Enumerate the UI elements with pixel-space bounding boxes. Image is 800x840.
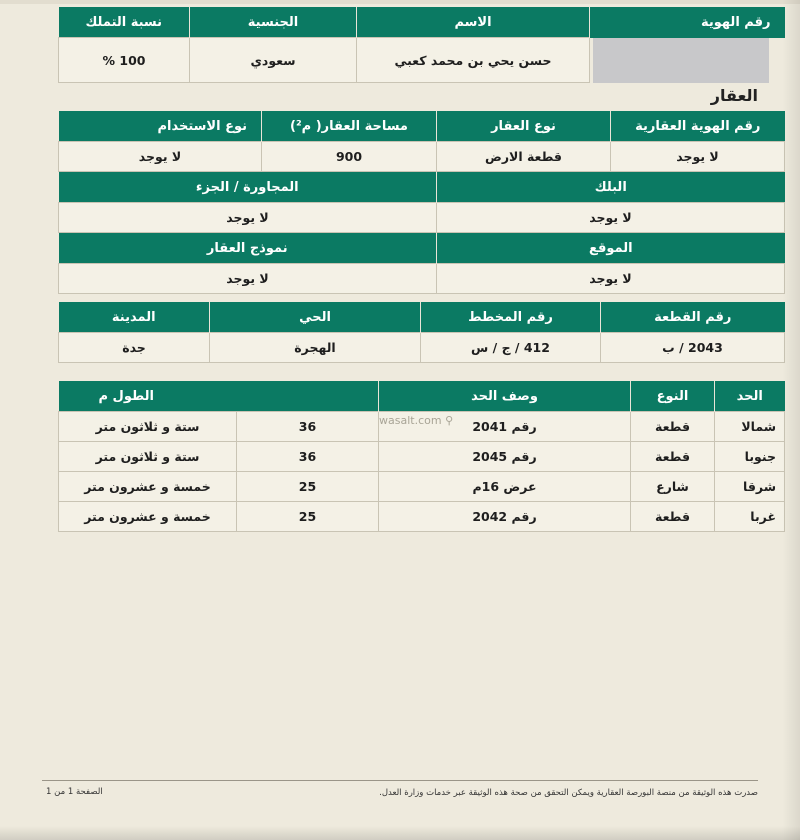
- description-header: وصف الحد: [379, 381, 631, 412]
- owner-name-cell: حسن يحي بن محمد كعبي: [357, 38, 590, 83]
- property-usage-cell: لا يوجد: [59, 142, 262, 172]
- type-cell: قطعة: [631, 442, 715, 472]
- boundary-cell: شرقا: [715, 472, 785, 502]
- owner-ratio-header: نسبة التملك: [59, 7, 190, 38]
- location-header-row: [59, 233, 785, 264]
- boundaries-table: [58, 381, 785, 532]
- owner-id-header: رقم الهوية: [590, 7, 785, 38]
- plot-row: [59, 333, 785, 363]
- page-shadow-right: [782, 0, 800, 840]
- plot-number-header: رقم القطعة: [601, 302, 785, 333]
- boundary-cell: جنوبا: [715, 442, 785, 472]
- property-header-row: [59, 111, 785, 142]
- page-number: الصفحة 1 من 1: [46, 787, 103, 797]
- section-title: العقار: [710, 86, 758, 105]
- owner-nationality-cell: سعودي: [190, 38, 357, 83]
- length-cell: 36: [237, 412, 379, 442]
- plan-number-header: رقم المخطط: [421, 302, 601, 333]
- district-header: الحي: [210, 302, 421, 333]
- length-cell: 36: [237, 442, 379, 472]
- page-top-edge: [0, 0, 800, 4]
- owner-table: [58, 7, 785, 83]
- type-cell: قطعة: [631, 502, 715, 532]
- plan-number-cell: 412 / ج / س: [421, 333, 601, 363]
- owner-id-cell: [590, 38, 785, 83]
- model-cell: لا يوجد: [59, 264, 437, 294]
- plot-header-row: [59, 302, 785, 333]
- boundaries-header-row: [59, 381, 785, 412]
- location-row: [59, 264, 785, 294]
- property-table: [58, 111, 785, 294]
- type-cell: شارع: [631, 472, 715, 502]
- boundary-header: الحد: [715, 381, 785, 412]
- boundary-row: [59, 472, 785, 502]
- length-cell: 25: [237, 502, 379, 532]
- property-type-cell: قطعة الارض: [437, 142, 611, 172]
- boundary-cell: غربا: [715, 502, 785, 532]
- block-header: البلك: [437, 172, 785, 203]
- plot-table: [58, 302, 785, 363]
- property-area-cell: 900: [262, 142, 437, 172]
- block-header-row: [59, 172, 785, 203]
- property-row: [59, 142, 785, 172]
- property-id-cell: لا يوجد: [611, 142, 785, 172]
- property-area-header: مساحة العقار( م²): [262, 111, 437, 142]
- description-cell: رقم 2042: [379, 502, 631, 532]
- neighboring-header: المجاورة / الجزء: [59, 172, 437, 203]
- watermark-text: wasalt.com: [379, 414, 442, 427]
- length-header: الطول م: [59, 381, 379, 412]
- model-header: نموذج العقار: [59, 233, 437, 264]
- length-text-cell: خمسة و عشرون متر: [59, 502, 237, 532]
- type-cell: قطعة: [631, 412, 715, 442]
- footer-divider: [42, 780, 758, 781]
- plot-number-cell: 2043 / ب: [601, 333, 785, 363]
- location-pin-icon: ⚲: [445, 414, 454, 427]
- block-cell: لا يوجد: [437, 203, 785, 233]
- footer-note: صدرت هذه الوثيقة من منصة البورصة العقارية ويمكن التحقق من صحة هذه الوثيقة عبر خدمات وزارة العدل.: [379, 788, 758, 798]
- boundary-cell: شمالا: [715, 412, 785, 442]
- city-header: المدينة: [59, 302, 210, 333]
- district-cell: الهجرة: [210, 333, 421, 363]
- owner-row: [59, 38, 785, 83]
- length-text-cell: خمسة و عشرون متر: [59, 472, 237, 502]
- page-shadow-bottom: [0, 826, 800, 840]
- watermark: [379, 414, 453, 427]
- boundary-row: [59, 502, 785, 532]
- property-usage-header: نوع الاستخدام: [59, 111, 262, 142]
- location-cell: لا يوجد: [437, 264, 785, 294]
- length-text-cell: ستة و ثلاثون متر: [59, 412, 237, 442]
- city-cell: جدة: [59, 333, 210, 363]
- location-header: الموقع: [437, 233, 785, 264]
- description-cell: عرض 16م: [379, 472, 631, 502]
- length-text-cell: ستة و ثلاثون متر: [59, 442, 237, 472]
- length-cell: 25: [237, 472, 379, 502]
- neighboring-cell: لا يوجد: [59, 203, 437, 233]
- property-type-header: نوع العقار: [437, 111, 611, 142]
- property-id-header: رقم الهوية العقارية: [611, 111, 785, 142]
- redacted-id-box: [593, 38, 769, 83]
- description-cell: رقم 2041: [379, 412, 631, 442]
- description-cell: رقم 2045: [379, 442, 631, 472]
- owner-header-row: [59, 7, 785, 38]
- owner-nationality-header: الجنسية: [190, 7, 357, 38]
- block-row: [59, 203, 785, 233]
- owner-name-header: الاسم: [357, 7, 590, 38]
- boundary-row: [59, 442, 785, 472]
- owner-ratio-cell: 100 %: [59, 38, 190, 83]
- type-header: النوع: [631, 381, 715, 412]
